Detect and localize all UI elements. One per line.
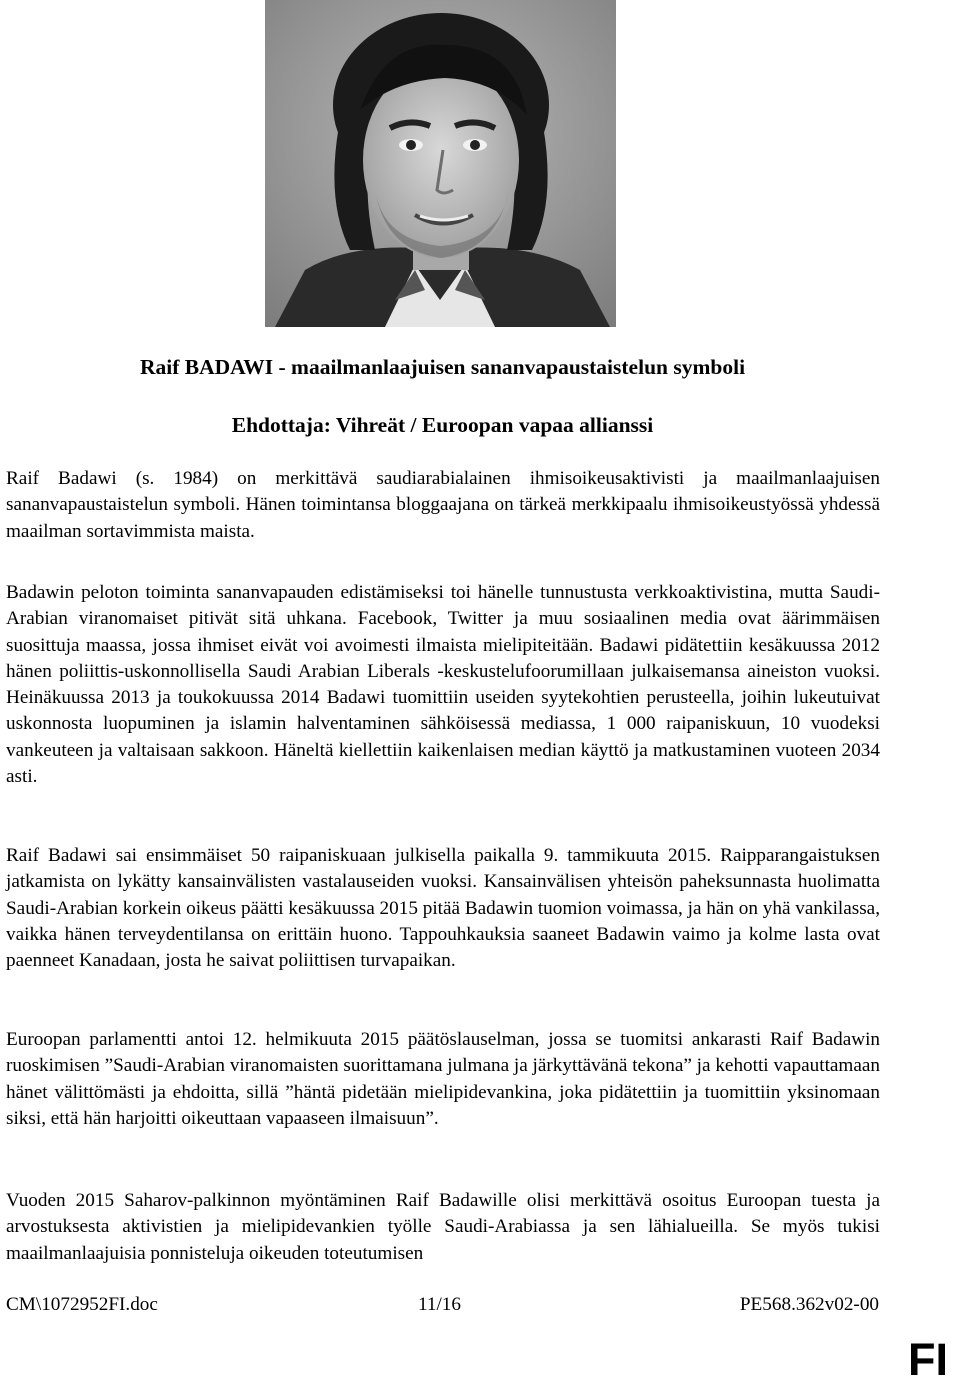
footer-page-number: 11/16 — [418, 1294, 461, 1315]
body-paragraph: Vuoden 2015 Saharov-palkinnon myöntäminen Raif Badawille olisi merkittävä osoitus Euroopan tuesta ja arvostuksesta aktivistien ja mielipidevankien työlle Saudi-Arabiassa ja sen lähialueilla. Se myös tukisi maailmanlaajuisia ponnisteluja oikeuden toteutumisen — [6, 1190, 880, 1264]
portrait-image — [265, 0, 616, 327]
body-paragraph: Euroopan parlamentti antoi 12. helmikuuta 2015 päätöslauselman, jossa se tuomitsi ankarasti Raif Badawin ruoskimisen ”Saudi-Arabian viranomaisten suorittamana julmana ja järkyttävänä tekona” ja kehotti vapauttamaan hänet välittömästi ja ehdoitta, sillä ”häntä pidetään mielipidevankina, joka pidätettiin ja tuomittiin yksinomaan siksi, että hän harjoitti oikeuttaan vapaaseen ilmaisuun”. — [6, 1029, 880, 1129]
portrait-photo — [265, 0, 616, 327]
document-subtitle: Ehdottaja: Vihreät / Euroopan vapaa allianssi — [231, 413, 654, 437]
language-code: FI — [908, 1334, 948, 1385]
body-paragraph: Raif Badawi sai ensimmäiset 50 raipaniskuaan julkisella paikalla 9. tammikuuta 2015. Raipparangaistuksen jatkamista on lykätty kansainvälisten vastalauseiden vuoksi. Kansainvälisen yhteisön paheksunnasta huolimatta Saudi-Arabian korkein oikeus päätti kesäkuussa 2015 pitää Badawin tuomion voimassa, ja hän on yhä vankilassa, vaikka hänen terveydentilansa on erittäin huono. Tappouhkauksia saaneet Badawin vaimo ja kolme lasta ovat paenneet Kanadaan, josta he saivat poliittisen turvapaikan. — [6, 845, 880, 972]
body-paragraph: Badawin peloton toiminta sananvapauden edistämiseksi toi hänelle tunnustusta verkkoaktivistina, mutta Saudi-Arabian viranomaiset pitivät sitä uhkana. Facebook, Twitter ja muu sosiaalinen media ovat äärimmäisen suosittuja maassa, jossa ihmiset eivät voi avoimesti ilmaista mielipiteitään. Badawi pidätettiin kesäkuussa 2012 hänen poliittis-uskonnollisella Saudi Arabian Liberals -keskustelufoorumillaan julkaisemansa aineiston vuoksi. Heinäkuussa 2013 ja toukokuussa 2014 Badawi tuomittiin useiden syytekohtien perusteella, joihin lukeutuivat uskonnosta luopuminen ja islamin halventaminen sähköisessä mediassa, 1 000 raipaniskuun, 10 vuodeksi vankeuteen ja valtaisaan sakkoon. Häneltä kiellettiin kaikenlaisen median käyttö ja matkustaminen vuoteen 2034 asti. — [6, 582, 880, 788]
footer-doc-reference: CM\1072952FI.doc — [6, 1294, 158, 1315]
footer-pe-reference: PE568.362v02-00 — [739, 1294, 879, 1315]
document-title: Raif BADAWI - maailmanlaajuisen sananvapaustaistelun symboli — [139, 355, 746, 379]
body-paragraph: Raif Badawi (s. 1984) on merkittävä saudiarabialainen ihmisoikeusaktivisti ja maailmanlaajuisen sananvapaustaistelun symboli. Hänen toimintansa bloggaajana on tärkeä merkkipaalu ihmisoikeustyössä yhdessä maailman sortavimmista maista. — [6, 468, 880, 542]
